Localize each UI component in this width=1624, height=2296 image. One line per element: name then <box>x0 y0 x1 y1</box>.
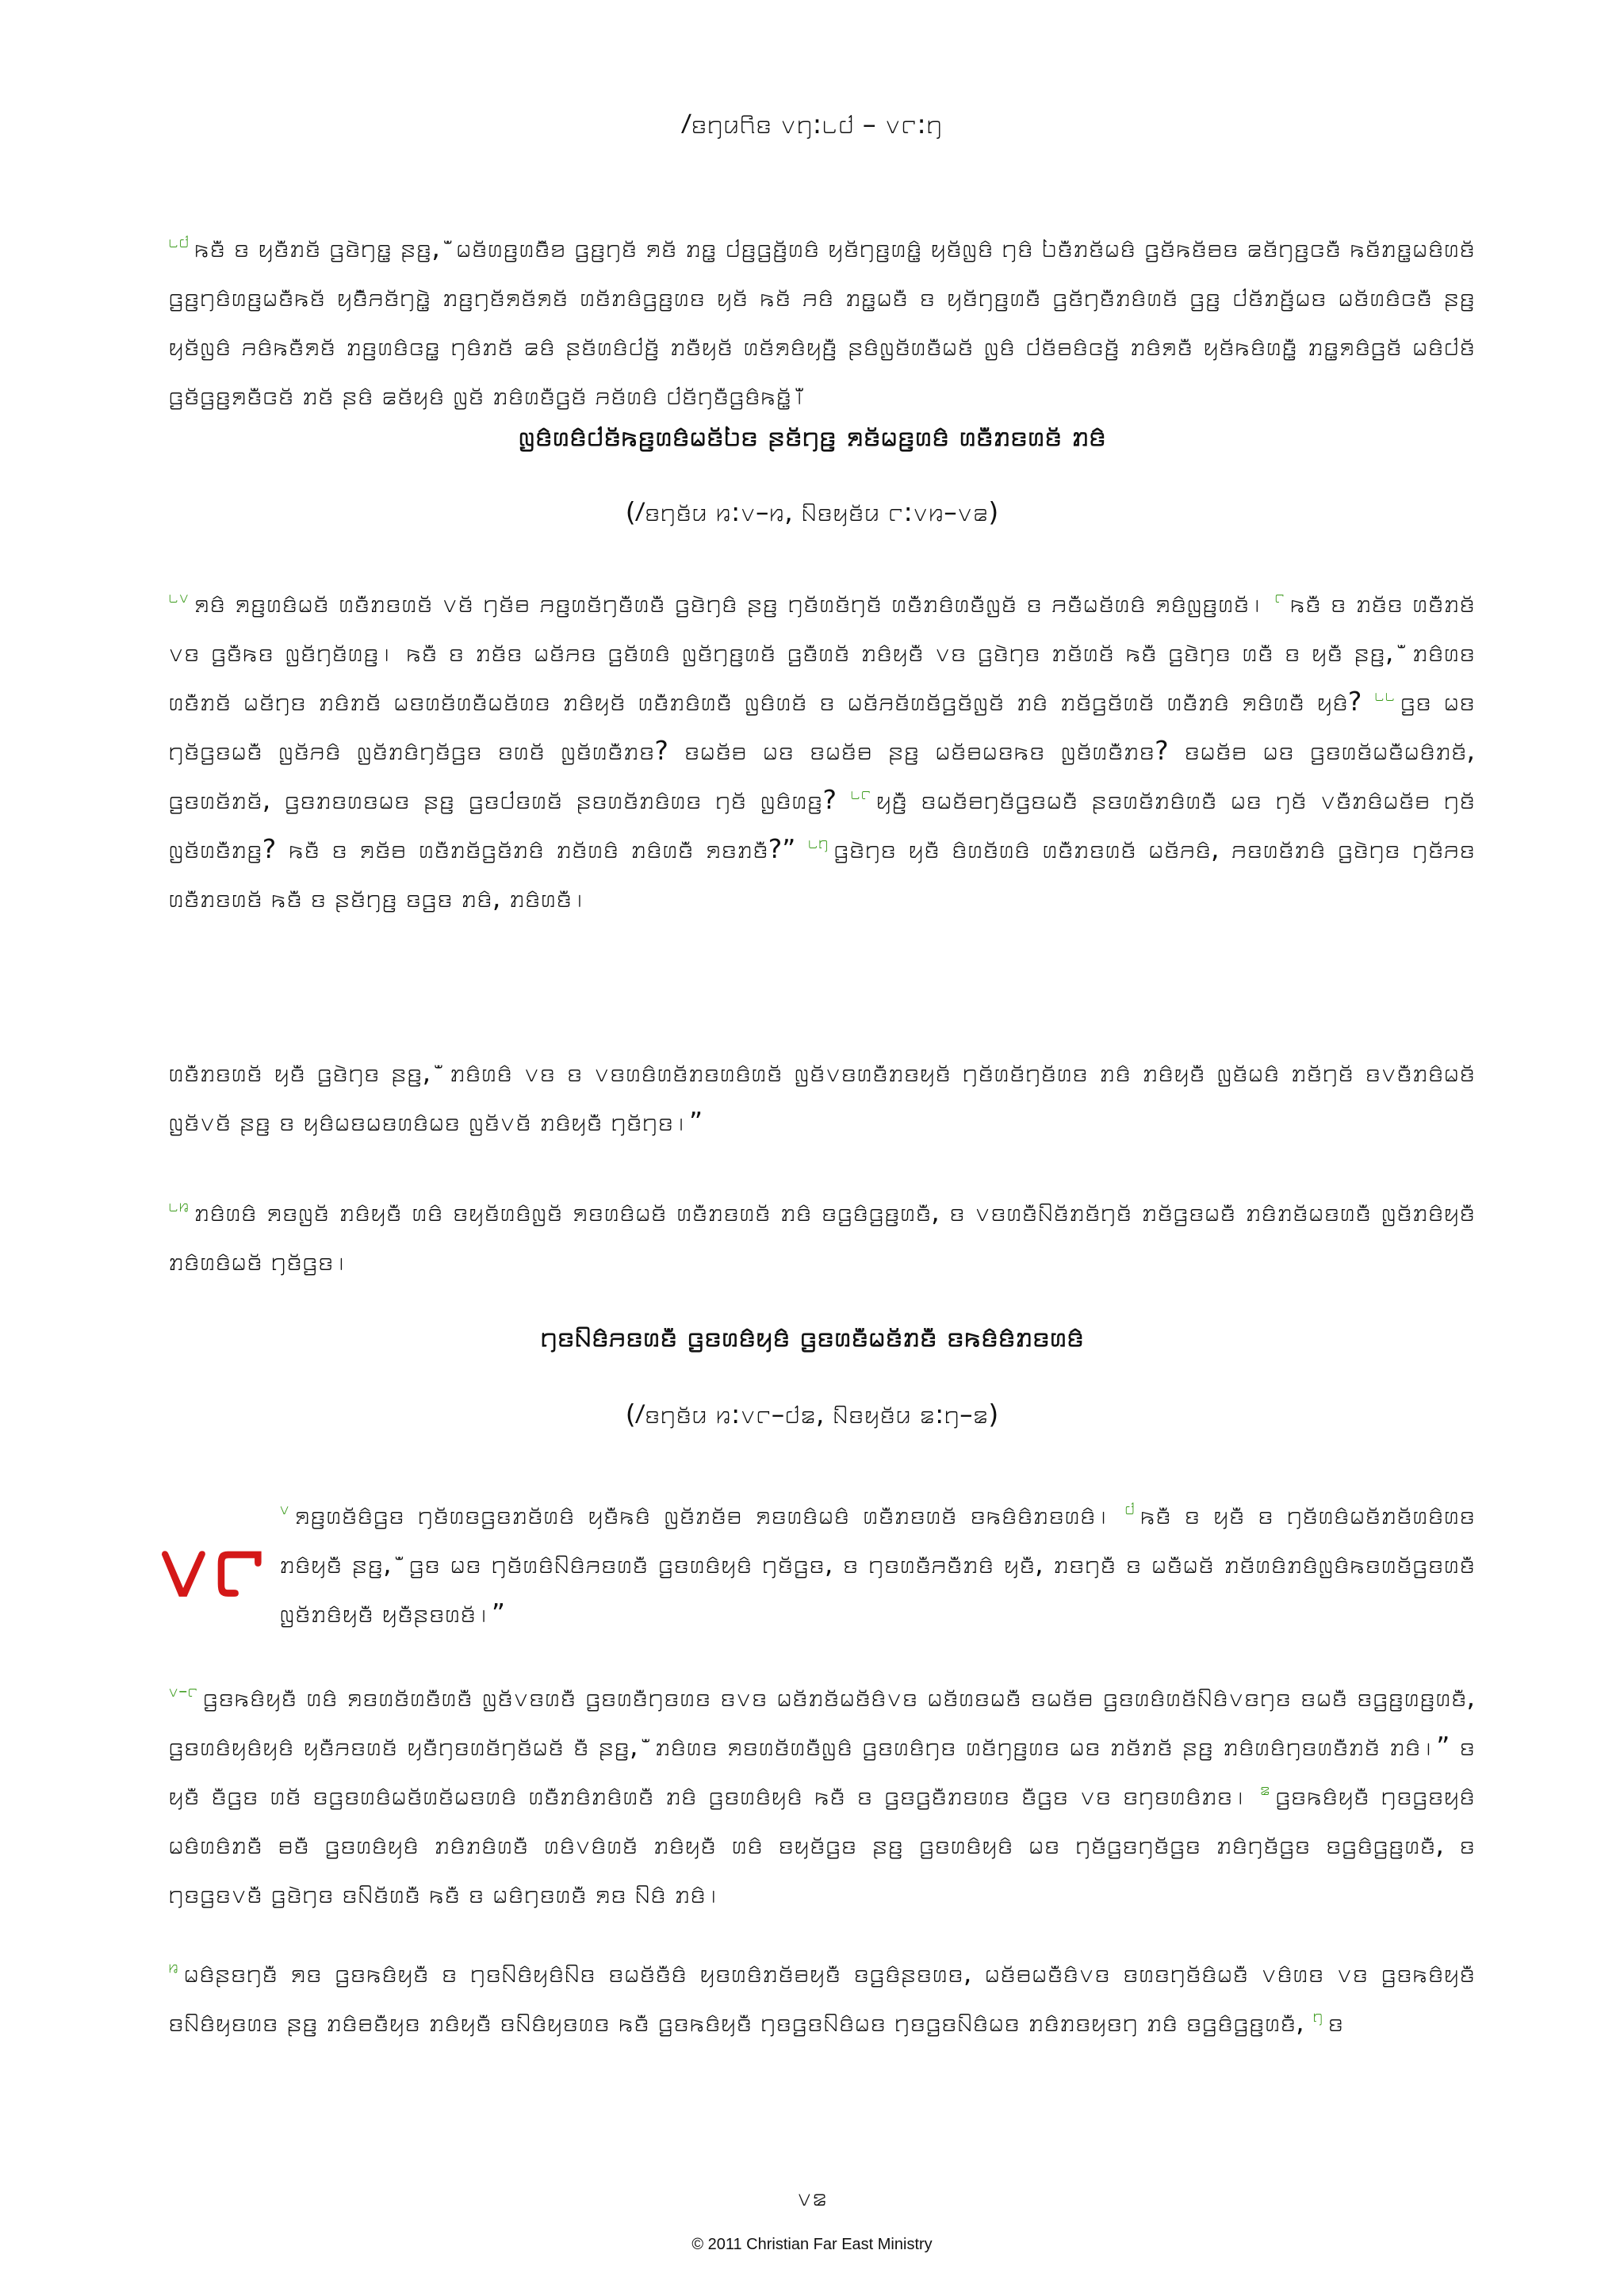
verse-text: ꤗꤢꤨꤔꤢꤚꤢꤪ ꤎꤢ ꤞꤢꤒꤢꤨꤟꤢꤪ ꤢ ꤚꤢꤡꤢꤨꤟꤢꤨꤡꤢ ꤢꤗꤢꤩꤢꤪꤢꤨ ꤟꤢꤛꤢꤨꤊꤢꤩꤋꤟꤢꤪ ꤢꤞꤢꤨꤔꤢꤛꤢ, ꤗꤢꤩꤋꤗꤢꤪꤢꤨ꤂ꤢ ꤢꤛꤢꤚꤢꤩꤢꤨꤗꤢꤪ ꤂ꤢꤨꤛꤢ ꤂ꤢ ꤞꤢꤒꤢꤨꤟꤢꤪ ꤢꤡꤢꤨꤟꤢꤛꤢ ꤔꤢ꤬ ꤊꤢꤨꤋꤢꤪꤟꤢ ꤊꤢꤨꤟꤢꤪ ꤢꤡꤢꤨꤟꤢꤛꤢ ꤒꤢꤪ ꤞꤢꤒꤢꤨꤟꤢꤪ ꤚꤢꤞꤢꤡꤢꤨꤗꤢ ꤚꤢꤞꤢꤡꤢꤨꤗꤢ ꤊꤢꤨꤊꤢꤟꤢꤚ ꤊꤢꤨ ꤢꤞꤢꤨꤞꤢ꤬ꤛꤢꤪ, <box>168 1957 1475 2038</box>
verse-number: ꤈꤂ <box>168 587 190 607</box>
paragraph-verses-2-3 <box>168 1673 1475 1919</box>
verse-number: ꤈꤆ <box>168 1196 190 1216</box>
verse-text: ꤞꤢꤒꤢꤨꤟꤢꤪ ꤛꤢꤨ ꤎꤢꤛꤢꤩꤛꤢꤪꤛꤢꤪ ꤜꤢꤩ꤂ꤢꤛꤢꤪ ꤞꤢꤛꤢꤪꤚꤢꤛꤢ ꤢ꤂ꤢ ꤗꤢꤩꤊꤢꤩꤗꤢꤩꤢꤨ꤂ꤢ ꤗꤢꤩꤛꤢꤗꤢꤪ ꤢꤗꤢꤩꤋ ꤞꤢꤛꤢꤨꤛꤢꤩꤡꤢꤨ꤂ꤢꤚꤢ ꤢꤗꤢꤪ ꤢꤞꤢ꤬ꤛꤢ꤬ꤛꤢꤪ, ꤞꤢꤛꤢꤨꤟꤢꤨꤟꤢꤨ ꤟꤢꤪꤏꤢꤛꤢꤩ ꤟꤢꤪꤚꤢꤛꤢꤩꤚꤢꤩꤗꤢꤩ ꤢꤪ ꤔꤢ꤬, ꤪꤊꤢꤨꤛꤢ ꤎꤢꤛꤢꤩꤛꤢꤪꤜꤢꤨ ꤞꤢꤛꤢꤨꤚꤢ ꤛꤢꤩꤚꤢ꤬ꤛꤢ ꤗꤢ ꤊꤢꤩꤊꤢꤩ ꤔꤢ꤬ ꤊꤢꤨꤛꤢꤨꤚꤢꤛꤢꤪꤊꤢꤩ ꤊꤢꤨ꤯” ꤢ ꤟꤢꤪ ꤢꤪꤞꤢ ꤛꤢꤩ ꤢꤞꤢꤛꤢꤨꤗꤢꤩꤛꤢꤩꤗꤢꤛꤢꤨ ꤛꤢꤪꤊꤢꤨꤊꤢꤨꤛꤢꤪ ꤊꤢꤨ ꤞꤢꤛꤢꤨꤟꤢꤨ ꤒꤢꤪ ꤢ ꤞꤢꤞꤢꤪꤊꤢꤛꤢ ꤢꤪꤞꤢ ꤂ꤢ ꤢꤚꤢꤛꤢꤨꤊꤢ꤯ <box>168 1682 1475 1811</box>
verse-text: ꤒꤢꤪ ꤢ ꤟꤢꤪꤊꤢꤩ ꤞꤢꤧꤚꤢ꤭ ꤔꤢ꤬, ꤪꤗꤢꤩꤛꤢ꤬ꤛꤢꤨꤩꤤ ꤞꤢ꤬ꤚꤢꤩ ꤎꤢꤩ ꤊꤢ꤭ ꤓꤢ꤬ꤞꤢꤩ꤬ꤛꤢꤨ ꤟꤢꤩꤚꤢ꤬ꤛꤢꤨ꤭ ꤟꤢꤩꤜꤢꤨ ꤚꤢꤨ ꤝꤢꤪꤊꤢꤩꤗꤢꤨ ꤞꤢꤩꤒꤢꤩꤋꤢ ꤘꤢꤩꤚꤢ꤬ꤍꤢꤪ ꤒꤢꤩꤊꤢ꤭ꤗꤢꤨꤛꤢꤩ ꤞꤢ꤬ꤚꤢꤨꤛꤢ꤬ꤗꤢꤪꤒꤢꤩ ꤟꤢꤨꤪꤏꤢꤩꤚꤢꤧ꤭ ꤊꤢ꤬ꤚꤢꤩꤎꤢꤩꤎꤢꤩ ꤛꤢꤩꤊꤢꤨꤞꤢ꤬ꤛꤢ ꤟꤢꤩ ꤒꤢꤩ ꤏꤢꤨ ꤊꤢ꤭ꤗꤢꤪ ꤢ ꤟꤢꤩꤚꤢ꤬ꤛꤢꤪ ꤞꤢꤩꤚꤢꤪꤊꤢꤨꤛꤢꤩ ꤞꤢ꤬ ꤓꤢꤩꤊꤢꤩ꤬ꤗꤢ ꤗꤢꤩꤛꤢꤨꤍꤢꤪ ꤔꤢ꤬ ꤟꤢꤩꤜꤢꤨ ꤏꤢꤨꤒꤢꤪꤎꤢꤩ ꤊꤢ꤬ꤛꤢꤨꤍꤢ꤭ ꤚꤢꤨꤊꤢꤩ ꤘꤢꤨ ꤔꤢꤩꤛꤢꤨꤓꤢꤩ꤬ ꤊꤢꤪꤟꤢꤩ ꤛꤢꤩꤎꤢꤨꤟꤢꤪ꤬ ꤔꤢꤨꤜꤢꤩꤛꤢꤪꤗꤢꤩ ꤜꤢꤨ ꤓꤢꤩꤋꤢꤨꤍꤢꤩ꤬ ꤊꤢꤨꤎꤢꤪ ꤟꤢꤩꤒꤢꤨꤛꤢꤪ꤭ ꤊꤢ꤭ꤎꤢꤨꤞꤢꤩ ꤗꤢꤨꤓꤢꤩ ꤞꤢꤩꤞꤢ꤬ꤎꤢꤪꤍꤢꤩ ꤊꤢꤩ ꤔꤢꤨ ꤘꤢꤩꤟꤢꤨ ꤜꤢꤩ ꤊꤢꤨꤛꤢꤪꤞꤢꤩ ꤏꤢꤩꤛꤢꤨ ꤓꤢꤩꤚꤢꤪꤞꤢꤨꤒꤢꤩ꤭꤯ꤪꤪ <box>168 232 1475 411</box>
verse-text: ꤒꤢꤪ ꤢ ꤟꤢꤪ ꤢ ꤚꤢꤩꤛꤢꤨꤗꤢꤩꤊꤢꤩꤛꤢꤨꤛꤢ ꤊꤢꤨꤟꤢꤪ ꤔꤢ꤬, ꤪꤞꤢ ꤗꤢ ꤚꤢꤩꤛꤢꤨꤡꤢꤨꤏꤢꤛꤢꤪ ꤞꤢꤛꤢꤨꤟꤢꤨ ꤚꤢꤩꤞꤢ, ꤢ ꤚꤢꤛꤢꤪꤏꤢꤪꤊꤢꤨ ꤟꤢꤪ, ꤊꤢꤚꤢꤪ ꤢ ꤗꤢꤪꤗꤢꤩ ꤊꤢꤩꤛꤢꤨꤊꤢꤨꤜꤢꤨꤒꤢꤛꤢꤩꤞꤢꤛꤢꤪ ꤜꤢꤩꤊꤢꤨꤟꤢꤪ ꤟꤢꤪꤔꤢꤛꤢꤩ꤯” <box>279 1499 1475 1628</box>
verse-text: ꤞꤢ ꤗꤢ ꤚꤢꤩꤞꤢꤗꤢꤪ ꤜꤢꤩꤏꤢꤨ ꤜꤢꤩꤊꤢꤨꤚꤢꤩꤞꤢ ꤢꤛꤢꤩ ꤜꤢꤩꤛꤢꤪꤊꤢ? ꤢꤗꤢꤩꤋ ꤗꤢ ꤢꤗꤢꤩꤋ ꤔꤢ꤬ ꤗꤢꤩꤋꤗꤢꤒꤢ ꤜꤢꤩꤛꤢꤪꤊꤢ? ꤢꤗꤢꤩꤋ ꤗꤢ ꤞꤢꤛꤢꤩꤗꤢꤪꤗꤢꤨꤊꤢꤩ, ꤞꤢꤛꤢꤩꤊꤢꤩ, ꤞꤢꤊꤢꤛꤢꤗꤢ ꤔꤢ꤬ ꤞꤢꤓꤢꤛꤢꤩ ꤔꤢꤛꤢꤩꤊꤢꤨꤛꤢ ꤚꤢꤩ ꤜꤢꤨꤛꤢ꤬? <box>168 686 1475 815</box>
verse-number: ꤅ <box>1274 587 1285 607</box>
verse-text: ꤞꤢꤒꤢꤨꤟꤢꤪ ꤚꤢꤞꤢꤟꤢꤨ ꤗꤢꤨꤛꤢꤨꤊꤢꤪ ꤋꤢꤪ ꤞꤢꤛꤢꤨꤟꤢꤨ ꤊꤢꤨꤊꤢꤨꤛꤢꤪ ꤛꤢꤨ꤂ꤢꤨꤛꤢꤩ ꤊꤢꤨꤟꤢꤪ ꤛꤢꤨ ꤢꤟꤢꤩꤞꤢ ꤔꤢ꤬ ꤞꤢꤛꤢꤨꤟꤢꤨ ꤗꤢ ꤚꤢꤩꤞꤢꤚꤢꤩꤞꤢ ꤊꤢꤨꤚꤢꤩꤞꤢ ꤢꤞꤢꤨꤞꤢ꤬ꤛꤢꤪ, ꤢ ꤚꤢꤞꤢ꤂ꤢꤪ ꤞꤢꤧꤚꤢ ꤢꤡꤢꤩꤛꤢꤪ ꤒꤢꤪ ꤢ ꤗꤢꤨꤚꤢꤛꤢꤪ ꤎꤢ ꤡꤢꤨ ꤊꤢꤨ꤯ <box>168 1780 1475 1909</box>
verse-number: ꤈꤇ <box>168 232 190 252</box>
chapter-number: ꤂꤅ <box>155 1508 268 1617</box>
paragraph-continuation <box>168 1048 1475 1146</box>
section-reference: (ꤷꤢꤚꤢꤩꤣ ꤆:꤂꤅–꤇꤃, ꤡꤢꤟꤢꤩꤣ ꤃:꤄–꤃) <box>625 1399 999 1429</box>
verse-text: ꤊꤢꤨꤛꤢꤨ ꤎꤢꤜꤢꤩ ꤊꤢꤨꤟꤢꤪ ꤛꤢꤨ ꤢꤟꤢꤩꤛꤢꤨꤜꤢꤩ ꤎꤢꤛꤢꤨꤗꤢꤩ ꤛꤢꤪꤊꤢꤛꤢꤩ ꤊꤢꤨ ꤢꤞꤢꤨꤞꤢ꤬ꤛꤢꤪ, ꤢ ꤂ꤢꤛꤢꤪꤡꤢꤩꤊꤢꤩꤚꤢꤩ ꤊꤢꤩꤞꤢꤗꤢꤪ ꤊꤢꤨꤊꤢꤩꤗꤢꤛꤢꤪ ꤜꤢꤩꤊꤢꤨꤟꤢꤪ ꤊꤢꤨꤛꤢꤨꤗꤢꤩ ꤚꤢꤩꤞꤢ꤯ <box>168 1196 1475 1276</box>
verse-number: ꤈꤅ <box>850 784 871 804</box>
verse-text: ꤛꤢꤪꤊꤢꤛꤢꤩ ꤟꤢꤪ ꤞꤢꤧꤚꤢ ꤔꤢ꤬, ꤪꤊꤢꤨꤛꤢꤨ ꤂ꤢ ꤢ ꤂ꤢꤛꤢꤨꤛꤢꤩꤊꤢꤛꤢꤨꤛꤢꤩ ꤜꤢꤩ꤂ꤢꤛꤢꤪꤊꤢꤟꤢꤩ ꤚꤢꤩꤛꤢꤩꤚꤢꤩꤛꤢ ꤊꤢꤨ ꤊꤢꤨꤟꤢꤪ ꤜꤢꤩꤗꤢꤨ ꤊꤢꤩꤚꤢꤩ ꤢ꤂ꤢꤪꤊꤢꤨꤗꤢꤩ ꤜꤢꤩ꤂ꤢꤩ ꤔꤢ꤬ ꤢ ꤟꤢꤨꤗꤢꤗꤢꤛꤢꤨꤗꤢ ꤜꤢꤩ꤂ꤢꤩ ꤊꤢꤨꤟꤢꤪ ꤚꤢꤩꤚꤢ꤯” <box>168 1057 1475 1137</box>
verse-number: ꤈꤈ <box>1373 686 1396 706</box>
paragraph-verse-26 <box>168 1188 1475 1286</box>
paragraph-verse-18 <box>168 224 1475 420</box>
verse-number: ꤄ <box>1312 2007 1323 2026</box>
section-heading: ꤚꤢꤡꤢꤨꤏꤢꤛꤢꤪ ꤞꤢꤛꤢꤨꤟꤢꤨ ꤞꤢꤛꤢꤪꤗꤢꤩꤊꤢꤪ ꤢꤒꤢꤨꤢꤨꤊꤢꤛꤢꤨ <box>540 1321 1084 1353</box>
chapter-opening-paragraph <box>279 1490 1475 1638</box>
verse-number: ꤂–꤅ <box>168 1682 198 1701</box>
paragraph-verses-5-6 <box>168 1949 1475 2047</box>
verse-number: ꤈꤄ <box>807 833 829 853</box>
page-number: ꤂꤃ <box>796 2182 828 2212</box>
verse-text: ꤢ <box>1327 2007 1344 2038</box>
copyright-notice: © 2011 Christian Far East Ministry <box>691 2236 933 2253</box>
verse-text: ꤎꤢꤨ ꤎꤢ꤬ꤛꤢꤨꤗꤢꤩ ꤛꤢꤪꤊꤢꤛꤢꤩ ꤂ꤢꤩ ꤚꤢꤩꤋ ꤏꤢ꤬ꤛꤢꤩꤚꤢꤪꤛꤢꤪ ꤞꤢꤧꤚꤢꤨ ꤔꤢ꤬ ꤚꤢꤩꤛꤢꤩꤚꤢꤩ ꤛꤢꤪꤊꤢꤨꤛꤢꤪꤜꤢꤩ ꤢ ꤏꤢꤪꤗꤢꤩꤛꤢꤨ ꤎꤢꤨꤜꤢ꤬ꤛꤢꤩ꤯ <box>193 587 1266 618</box>
running-head: ꤷꤢꤚꤣꤖꤢ ꤂꤄:꤈꤇ – ꤂꤅:꤄ <box>681 109 943 140</box>
verse-number: ꤆ <box>168 1957 179 1977</box>
verse-text: ꤎꤢ꤬ꤛꤢꤩꤢꤨꤞꤢ ꤚꤢꤩꤛꤢꤞꤢꤊꤢꤩꤛꤢꤨ ꤟꤢꤪꤒꤢꤨ ꤜꤢꤩꤊꤢꤩꤋ ꤎꤢꤛꤢꤨꤗꤢꤨ ꤛꤢꤪꤊꤢꤛꤢꤩ ꤢꤒꤢꤨꤢꤨꤊꤢꤛꤢꤨ꤯ <box>294 1499 1112 1530</box>
section-reference: (ꤷꤢꤚꤢꤩꤣ ꤆:꤂–꤆, ꤡꤢꤟꤢꤩꤣ ꤅:꤂꤆–꤂꤁) <box>625 496 999 527</box>
verse-text: ꤞꤢꤧꤚꤢ ꤟꤢꤪ ꤢꤨꤛꤢꤩꤛꤢꤨ ꤛꤢꤪꤊꤢꤛꤢꤩ ꤗꤢꤩꤏꤢꤨ, ꤏꤢꤛꤢꤩꤊꤢꤨ ꤞꤢꤧꤚꤢ ꤚꤢꤩꤏꤢ ꤛꤢꤪꤊꤢꤛꤢꤩ ꤒꤢꤪ ꤢ ꤔꤢꤩꤚꤢ꤬ ꤢꤞꤢ ꤊꤢꤨ, ꤊꤢꤨꤛꤢꤪ꤯ <box>168 833 1476 913</box>
verse-text: ꤒꤢꤪ ꤢ ꤊꤢꤩꤢ ꤛꤢꤪꤊꤢꤩ ꤂ꤢ ꤞꤢꤪꤒꤢ ꤜꤢꤩꤚꤢꤩꤛꤢ꤬꤯ ꤒꤢꤪ ꤢ ꤊꤢꤩꤢ ꤗꤢꤩꤏꤢ ꤞꤢꤩꤛꤢꤨ ꤜꤢꤩꤚꤢ꤬ꤛꤢꤩ ꤞꤢꤪꤛꤢꤩ ꤊꤢꤨꤟꤢꤪ ꤂ꤢ ꤞꤢꤧꤚꤢ ꤊꤢꤩꤛꤢꤩ ꤒꤢꤪ ꤞꤢꤧꤚꤢ ꤛꤢꤪ ꤢ ꤟꤢꤪ ꤔꤢ꤬, ꤪꤊꤢꤨꤛꤢ ꤛꤢꤪꤊꤢꤩ ꤗꤢꤩꤚꤢ ꤊꤢꤨꤊꤢꤩ ꤗꤢꤛꤢꤩꤛꤢꤪꤗꤢꤩꤛꤢ ꤊꤢꤨꤟꤢꤩ ꤛꤢꤪꤊꤢꤨꤛꤢꤪ ꤜꤢꤨꤛꤢꤩ ꤢ ꤗꤢꤩꤏꤢꤩꤛꤢꤩꤞꤢꤩꤜꤢꤩ ꤊꤢꤨ ꤊꤢꤩꤞꤢꤩꤛꤢꤩ ꤛꤢꤪꤊꤢꤨ ꤎꤢꤨꤛꤢꤪ ꤟꤢꤨ? <box>168 587 1475 717</box>
verse-number: ꤃ <box>1259 1780 1270 1800</box>
section-heading: ꤜꤢꤨꤛꤢꤨꤓꤢꤩꤒꤢ꤬ꤛꤢꤨꤗꤢꤩꤝꤢ ꤔꤢꤩꤚꤢ꤬ ꤎꤢꤩꤗꤢ꤬ꤛꤢꤨ ꤛꤢꤪꤊꤢꤛꤢꤩ ꤊꤢꤨ <box>518 420 1106 453</box>
verse-text: ꤟꤢꤪ꤬ ꤢꤗꤢꤩꤋꤚꤢꤩꤞꤢꤗꤢꤪ ꤔꤢꤛꤢꤩꤊꤢꤨꤛꤢꤪ ꤗꤢ ꤚꤢꤩ ꤂ꤢꤪꤊꤢꤨꤗꤢꤩꤋ ꤚꤢꤩ ꤜꤢꤩꤛꤢꤪꤊꤢ꤬? ꤒꤢꤪ ꤢ ꤎꤢꤩꤋ ꤛꤢꤪꤊꤢꤩꤞꤢꤩꤊꤢꤨ ꤊꤢꤩꤛꤢꤨ ꤊꤢꤨꤛꤢꤪ ꤎꤢꤊꤢꤪ?” <box>168 784 1475 864</box>
verse-number: ꤇ <box>1124 1499 1136 1519</box>
paragraph-verses-20-23 <box>168 579 1475 923</box>
verse-number: ꤂ <box>279 1499 290 1519</box>
